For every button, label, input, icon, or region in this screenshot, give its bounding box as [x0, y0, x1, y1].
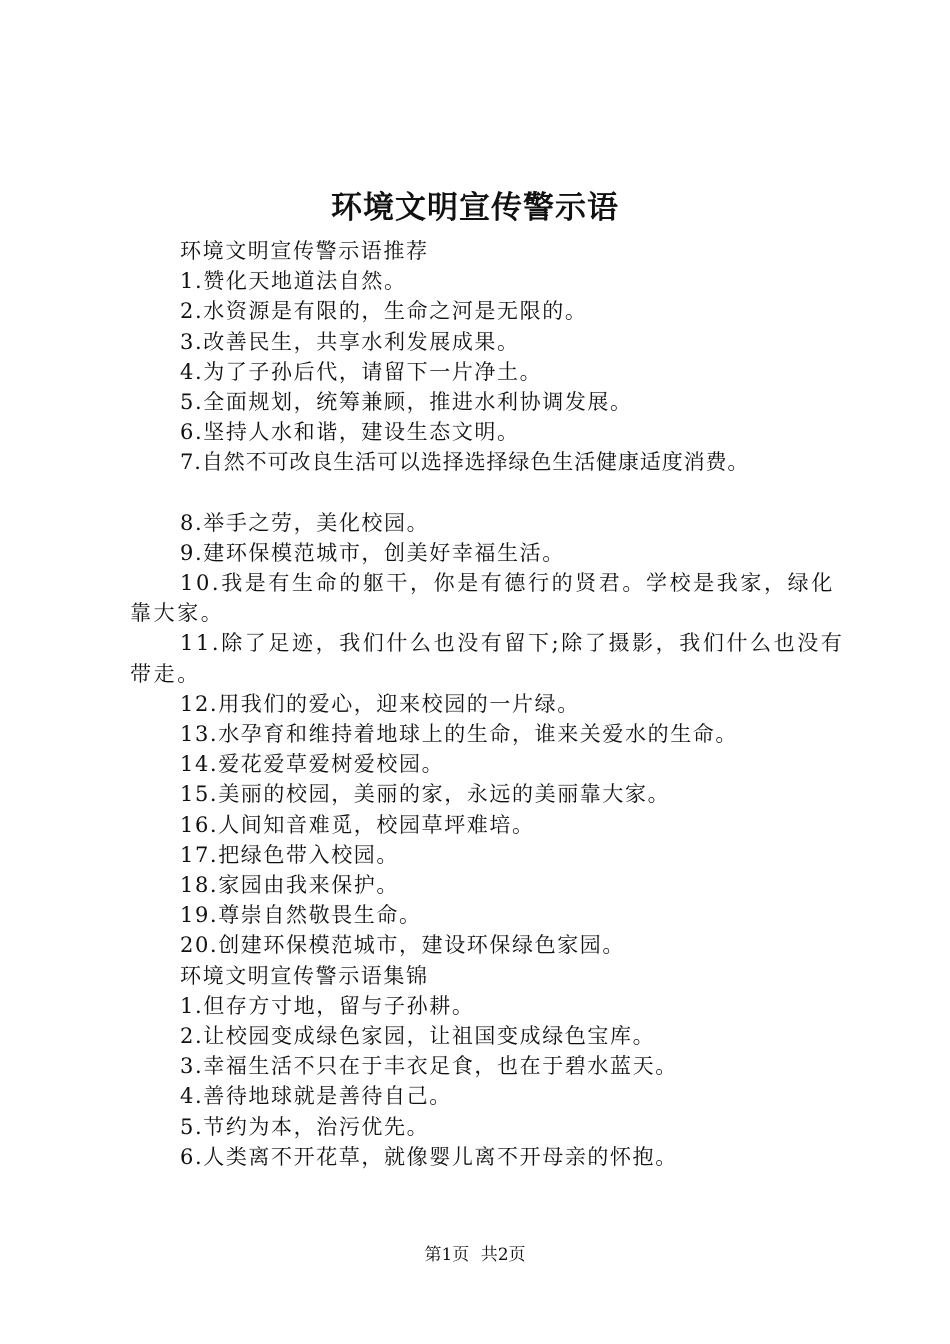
list-item: 9.建环保模范城市，创美好幸福生活。 [180, 540, 565, 565]
list-item: 11.除了足迹，我们什么也没有留下;除了摄影，我们什么也没有带走。 [130, 631, 845, 686]
list-item: 1.赞化天地道法自然。 [180, 269, 407, 294]
list-item: 15.美丽的校园，美丽的家，永远的美丽靠大家。 [180, 782, 671, 807]
list-item: 6.人类离不开花草，就像婴儿离不开母亲的怀抱。 [180, 1144, 678, 1169]
section-heading: 环境文明宣传警示语集锦 [180, 963, 429, 988]
list-item: 20.创建环保模范城市，建设环保绿色家园。 [180, 933, 625, 958]
document-title: 环境文明宣传警示语 [331, 190, 619, 226]
section-heading: 环境文明宣传警示语推荐 [180, 239, 429, 263]
list-item: 4.善待地球就是善待自己。 [180, 1084, 452, 1109]
list-item: 4.为了子孙后代，请留下一片净土。 [180, 359, 543, 384]
list-item: 16.人间知音难觅，校园草坪难培。 [180, 812, 535, 837]
list-item: 2.水资源是有限的，生命之河是无限的。 [180, 299, 588, 324]
list-item: 12.用我们的爱心，迎来校园的一片绿。 [180, 691, 580, 716]
list-item: 18.家园由我来保护。 [180, 873, 399, 898]
list-item: 10.我是有生命的躯干，你是有德行的贤君。学校是我家，绿化靠大家。 [130, 571, 835, 626]
list-item: 19.尊崇自然敬畏生命。 [180, 903, 422, 928]
list-item: 3.改善民生，共享水利发展成果。 [180, 329, 520, 354]
list-item: 13.水孕育和维持着地球上的生命，谁来关爱水的生命。 [180, 722, 738, 747]
page-number: 第1页 [424, 1245, 470, 1265]
page-footer [0, 1244, 950, 1266]
list-item: 2.让校园变成绿色家园，让祖国变成绿色宝库。 [180, 1024, 656, 1049]
page-total: 共2页 [480, 1245, 526, 1265]
list-item: 17.把绿色带入校园。 [180, 842, 399, 867]
list-item: 5.节约为本，治污优先。 [180, 1114, 430, 1139]
list-item: 7.自然不可改良生活可以选择选择绿色生活健康适度消费。 [180, 450, 750, 475]
list-item: 6.坚持人水和谐，建设生态文明。 [180, 420, 520, 445]
document-body [130, 236, 850, 1172]
list-item: 1.但存方寸地，留与子孙耕。 [180, 993, 475, 1018]
list-item: 5.全面规划，统筹兼顾，推进水利协调发展。 [180, 390, 633, 415]
list-item: 8.举手之劳，美化校园。 [180, 510, 430, 535]
list-item: 3.幸福生活不只在于丰衣足食，也在于碧水蓝天。 [180, 1054, 678, 1079]
list-item: 14.爱花爱草爱树爱校园。 [180, 752, 445, 777]
